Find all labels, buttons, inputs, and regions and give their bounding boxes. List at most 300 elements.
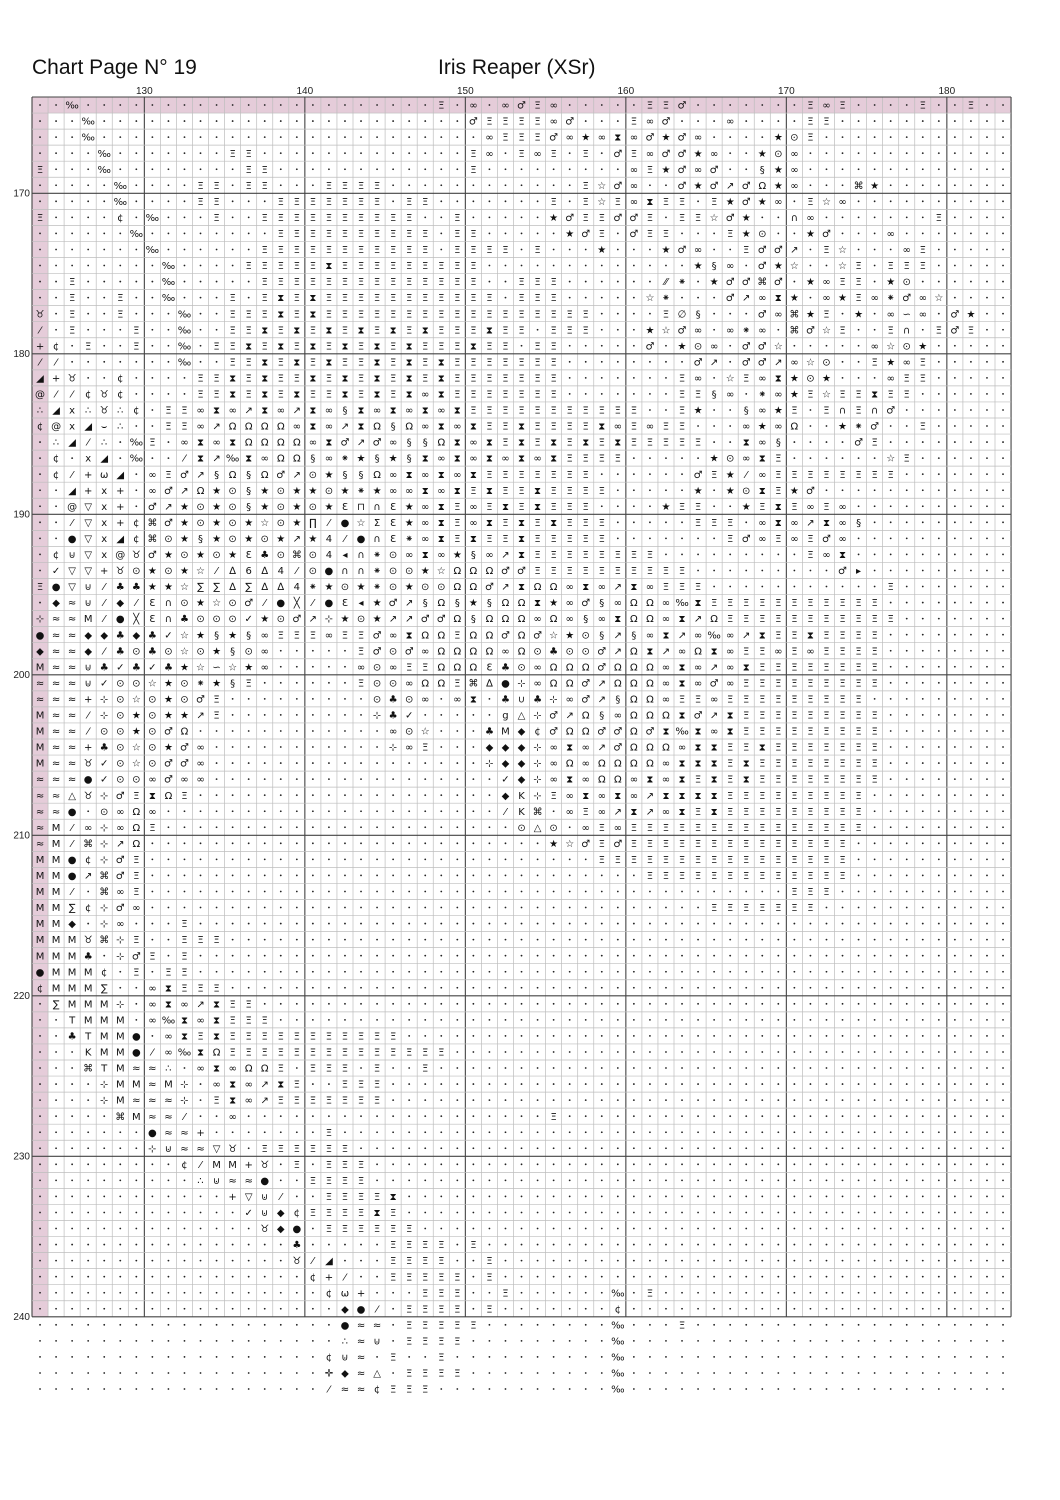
stitch-symbol: ★ bbox=[324, 501, 334, 513]
empty-cell-dot bbox=[954, 216, 956, 218]
empty-cell-dot bbox=[633, 537, 635, 539]
stitch-symbol: Ξ bbox=[967, 100, 975, 112]
stitch-symbol: ⊍ bbox=[84, 662, 92, 674]
stitch-symbol: ⧗ bbox=[421, 485, 429, 497]
stitch-symbol: Ω bbox=[244, 1063, 253, 1075]
empty-cell-dot bbox=[842, 1179, 844, 1181]
empty-cell-dot bbox=[986, 457, 988, 459]
stitch-symbol: Ξ bbox=[807, 196, 814, 208]
stitch-symbol: Ξ bbox=[389, 229, 397, 241]
empty-cell-dot bbox=[440, 698, 442, 700]
empty-cell-dot bbox=[376, 730, 378, 732]
empty-cell-dot bbox=[874, 249, 876, 251]
stitch-symbol: ⊍ bbox=[84, 678, 92, 690]
stitch-symbol: ⧗ bbox=[758, 630, 766, 642]
empty-cell-dot bbox=[970, 1292, 972, 1294]
empty-cell-dot bbox=[440, 200, 442, 202]
stitch-symbol: Ξ bbox=[646, 1288, 654, 1300]
empty-cell-dot bbox=[793, 1212, 795, 1214]
empty-cell-dot bbox=[906, 810, 908, 812]
empty-cell-dot bbox=[424, 1131, 426, 1133]
stitch-symbol: ⊹ bbox=[533, 742, 542, 754]
stitch-symbol: ⊙ bbox=[388, 550, 398, 562]
empty-cell-dot bbox=[954, 489, 956, 491]
empty-cell-dot bbox=[296, 971, 298, 973]
empty-cell-dot bbox=[168, 168, 170, 170]
stitch-symbol: Ξ bbox=[373, 180, 381, 192]
empty-cell-dot bbox=[489, 1244, 491, 1246]
stitch-symbol: Ξ bbox=[759, 694, 766, 706]
empty-cell-dot bbox=[119, 152, 121, 154]
stitch-symbol: ⊹ bbox=[100, 919, 109, 931]
stitch-symbol: ♂ bbox=[372, 646, 382, 658]
stitch-symbol: ∩ bbox=[790, 212, 799, 224]
stitch-symbol: ∞ bbox=[164, 1031, 173, 1043]
empty-cell-dot bbox=[922, 168, 924, 170]
empty-cell-dot bbox=[938, 1340, 940, 1342]
empty-cell-dot bbox=[601, 1179, 603, 1181]
stitch-symbol: Ξ bbox=[823, 726, 830, 738]
stitch-symbol: ∞ bbox=[421, 533, 430, 545]
stitch-symbol: ⧗ bbox=[566, 742, 574, 754]
stitch-symbol: ♉ bbox=[83, 758, 93, 770]
stitch-symbol: ⊙ bbox=[164, 646, 173, 658]
empty-cell-dot bbox=[103, 216, 105, 218]
stitch-symbol: ♂ bbox=[147, 550, 157, 562]
empty-cell-dot bbox=[585, 955, 587, 957]
stitch-symbol: M bbox=[67, 967, 77, 979]
empty-cell-dot bbox=[858, 345, 860, 347]
stitch-symbol: Ω bbox=[485, 646, 494, 658]
empty-cell-dot bbox=[810, 297, 812, 299]
empty-cell-dot bbox=[296, 1196, 298, 1198]
empty-cell-dot bbox=[842, 1356, 844, 1358]
empty-cell-dot bbox=[264, 923, 266, 925]
empty-cell-dot bbox=[713, 923, 715, 925]
empty-cell-dot bbox=[970, 778, 972, 780]
empty-cell-dot bbox=[601, 505, 603, 507]
empty-cell-dot bbox=[922, 794, 924, 796]
empty-cell-dot bbox=[713, 425, 715, 427]
stitch-symbol: Ξ bbox=[759, 854, 766, 866]
empty-cell-dot bbox=[890, 682, 892, 684]
empty-cell-dot bbox=[135, 987, 137, 989]
empty-cell-dot bbox=[858, 987, 860, 989]
empty-cell-dot bbox=[424, 875, 426, 877]
empty-cell-dot bbox=[826, 152, 828, 154]
empty-cell-dot bbox=[970, 168, 972, 170]
empty-cell-dot bbox=[360, 104, 362, 106]
empty-cell-dot bbox=[184, 1356, 186, 1358]
empty-cell-dot bbox=[151, 1372, 153, 1374]
empty-cell-dot bbox=[938, 602, 940, 604]
stitch-symbol: ≈ bbox=[148, 1079, 157, 1091]
empty-cell-dot bbox=[842, 1196, 844, 1198]
empty-cell-dot bbox=[521, 1276, 523, 1278]
empty-cell-dot bbox=[1002, 1131, 1004, 1133]
stitch-symbol: Ξ bbox=[406, 196, 413, 208]
empty-cell-dot bbox=[216, 858, 218, 860]
empty-cell-dot bbox=[264, 842, 266, 844]
empty-cell-dot bbox=[296, 987, 298, 989]
stitch-symbol: ⧗ bbox=[630, 806, 638, 818]
stitch-symbol: Ξ bbox=[582, 533, 589, 545]
stitch-symbol: ♣ bbox=[549, 646, 559, 658]
empty-cell-dot bbox=[938, 1324, 940, 1326]
empty-cell-dot bbox=[248, 104, 250, 106]
stitch-symbol: 4 bbox=[277, 566, 284, 578]
stitch-symbol: ♣ bbox=[67, 1031, 77, 1043]
empty-cell-dot bbox=[874, 1228, 876, 1230]
stitch-symbol: Ξ bbox=[823, 822, 830, 834]
empty-cell-dot bbox=[392, 1163, 394, 1165]
stitch-symbol: ∞ bbox=[758, 325, 767, 337]
stitch-symbol: Ξ bbox=[406, 293, 413, 305]
empty-cell-dot bbox=[424, 1212, 426, 1214]
stitch-symbol: ∞ bbox=[260, 453, 269, 465]
empty-cell-dot bbox=[713, 1115, 715, 1117]
empty-cell-dot bbox=[39, 602, 41, 604]
stitch-symbol: ≈ bbox=[228, 1175, 237, 1187]
empty-cell-dot bbox=[328, 746, 330, 748]
empty-cell-dot bbox=[39, 200, 41, 202]
empty-cell-dot bbox=[151, 104, 153, 106]
empty-cell-dot bbox=[537, 1083, 539, 1085]
empty-cell-dot bbox=[505, 939, 507, 941]
stitch-symbol: ∞ bbox=[774, 421, 783, 433]
empty-cell-dot bbox=[617, 168, 619, 170]
empty-cell-dot bbox=[906, 1099, 908, 1101]
stitch-symbol: Ξ bbox=[357, 389, 365, 401]
empty-cell-dot bbox=[264, 875, 266, 877]
empty-cell-dot bbox=[585, 345, 587, 347]
empty-cell-dot bbox=[505, 1324, 507, 1326]
stitch-symbol: Ω bbox=[437, 678, 446, 690]
empty-cell-dot bbox=[489, 1196, 491, 1198]
stitch-symbol: Ξ bbox=[277, 196, 284, 208]
empty-cell-dot bbox=[713, 505, 715, 507]
empty-cell-dot bbox=[232, 1228, 234, 1230]
stitch-symbol: Ξ bbox=[293, 212, 300, 224]
empty-cell-dot bbox=[810, 265, 812, 267]
stitch-symbol: ⊙ bbox=[340, 582, 350, 594]
stitch-symbol: ∞ bbox=[661, 614, 671, 626]
stitch-symbol: Ξ bbox=[566, 405, 573, 417]
stitch-symbol: @ bbox=[115, 550, 126, 562]
stitch-symbol: ¢ bbox=[117, 212, 124, 224]
empty-cell-dot bbox=[617, 1196, 619, 1198]
stitch-symbol: M bbox=[99, 1047, 109, 1059]
empty-cell-dot bbox=[681, 1131, 683, 1133]
empty-cell-dot bbox=[713, 1035, 715, 1037]
empty-cell-dot bbox=[505, 1260, 507, 1262]
empty-cell-dot bbox=[312, 955, 314, 957]
empty-cell-dot bbox=[890, 200, 892, 202]
empty-cell-dot bbox=[151, 1244, 153, 1246]
empty-cell-dot bbox=[489, 778, 491, 780]
empty-cell-dot bbox=[906, 682, 908, 684]
empty-cell-dot bbox=[954, 650, 956, 652]
empty-cell-dot bbox=[344, 762, 346, 764]
empty-cell-dot bbox=[392, 1147, 394, 1149]
empty-cell-dot bbox=[585, 1356, 587, 1358]
empty-cell-dot bbox=[200, 345, 202, 347]
stitch-symbol: ∴ bbox=[36, 405, 44, 417]
stitch-symbol: ⊙ bbox=[212, 550, 221, 562]
empty-cell-dot bbox=[665, 554, 667, 556]
empty-cell-dot bbox=[216, 104, 218, 106]
empty-cell-dot bbox=[954, 1131, 956, 1133]
empty-cell-dot bbox=[681, 1292, 683, 1294]
stitch-symbol: ⧗ bbox=[742, 662, 750, 674]
empty-cell-dot bbox=[569, 1179, 571, 1181]
empty-cell-dot bbox=[890, 570, 892, 572]
stitch-symbol: Ξ bbox=[438, 1047, 445, 1059]
empty-cell-dot bbox=[119, 136, 121, 138]
empty-cell-dot bbox=[874, 152, 876, 154]
empty-cell-dot bbox=[826, 955, 828, 957]
empty-cell-dot bbox=[665, 1196, 667, 1198]
empty-cell-dot bbox=[103, 184, 105, 186]
stitch-symbol: ◢ bbox=[116, 533, 125, 545]
stitch-symbol: ⧗ bbox=[421, 325, 429, 337]
empty-cell-dot bbox=[1002, 152, 1004, 154]
stitch-symbol: ⧗ bbox=[758, 485, 766, 497]
empty-cell-dot bbox=[697, 891, 699, 893]
empty-cell-dot bbox=[55, 1340, 57, 1342]
empty-cell-dot bbox=[1002, 505, 1004, 507]
empty-cell-dot bbox=[456, 730, 458, 732]
empty-cell-dot bbox=[665, 361, 667, 363]
stitch-symbol: ♣ bbox=[533, 694, 543, 706]
empty-cell-dot bbox=[103, 297, 105, 299]
empty-cell-dot bbox=[842, 1083, 844, 1085]
stitch-symbol: § bbox=[342, 469, 348, 481]
empty-cell-dot bbox=[986, 120, 988, 122]
empty-cell-dot bbox=[489, 1115, 491, 1117]
stitch-symbol: ★ bbox=[549, 598, 559, 610]
empty-cell-dot bbox=[569, 345, 571, 347]
stitch-symbol: ● bbox=[148, 1127, 157, 1139]
empty-cell-dot bbox=[842, 1067, 844, 1069]
stitch-symbol: Ξ bbox=[807, 742, 814, 754]
empty-cell-dot bbox=[569, 1292, 571, 1294]
empty-cell-dot bbox=[858, 971, 860, 973]
empty-cell-dot bbox=[39, 265, 41, 267]
stitch-symbol: ⧗ bbox=[806, 630, 814, 642]
empty-cell-dot bbox=[456, 184, 458, 186]
empty-cell-dot bbox=[39, 1372, 41, 1374]
empty-cell-dot bbox=[360, 971, 362, 973]
empty-cell-dot bbox=[665, 1212, 667, 1214]
empty-cell-dot bbox=[665, 1083, 667, 1085]
stitch-symbol: ⁄ bbox=[87, 437, 90, 449]
stitch-symbol: Ξ bbox=[823, 710, 830, 722]
empty-cell-dot bbox=[392, 907, 394, 909]
stitch-symbol: ⌘ bbox=[115, 1111, 126, 1123]
empty-cell-dot bbox=[793, 345, 795, 347]
stitch-symbol: Ξ bbox=[887, 469, 894, 481]
empty-cell-dot bbox=[665, 1003, 667, 1005]
empty-cell-dot bbox=[649, 249, 651, 251]
empty-cell-dot bbox=[906, 955, 908, 957]
stitch-symbol: + bbox=[83, 469, 93, 481]
stitch-symbol: ⧗ bbox=[437, 517, 445, 529]
stitch-symbol: ⧗ bbox=[710, 774, 718, 786]
empty-cell-dot bbox=[456, 826, 458, 828]
empty-cell-dot bbox=[87, 313, 89, 315]
stitch-symbol: Ξ bbox=[422, 357, 429, 369]
stitch-symbol: Ξ bbox=[293, 1047, 300, 1059]
empty-cell-dot bbox=[761, 987, 763, 989]
empty-cell-dot bbox=[1002, 473, 1004, 475]
stitch-symbol: x bbox=[69, 421, 76, 433]
stitch-symbol: Ξ bbox=[486, 1272, 493, 1284]
stitch-symbol: ⊙ bbox=[276, 501, 285, 513]
empty-cell-dot bbox=[200, 794, 202, 796]
empty-cell-dot bbox=[1002, 409, 1004, 411]
empty-cell-dot bbox=[168, 1372, 170, 1374]
stitch-symbol: Ξ bbox=[454, 1320, 461, 1332]
empty-cell-dot bbox=[713, 987, 715, 989]
empty-cell-dot bbox=[264, 1260, 266, 1262]
stitch-symbol: Ω bbox=[212, 1047, 221, 1059]
stitch-symbol: Ξ bbox=[277, 245, 284, 257]
stitch-symbol: Ξ bbox=[694, 838, 702, 850]
stitch-symbol: Ξ bbox=[775, 630, 782, 642]
empty-cell-dot bbox=[135, 473, 137, 475]
empty-cell-dot bbox=[87, 1260, 89, 1262]
empty-cell-dot bbox=[168, 184, 170, 186]
empty-cell-dot bbox=[328, 875, 330, 877]
stitch-symbol: Ξ bbox=[341, 357, 349, 369]
empty-cell-dot bbox=[938, 682, 940, 684]
stitch-symbol: ⧗ bbox=[325, 437, 333, 449]
stitch-symbol: Ξ bbox=[68, 325, 76, 337]
stitch-symbol: Ξ bbox=[630, 566, 638, 578]
empty-cell-dot bbox=[842, 1244, 844, 1246]
stitch-symbol: Ξ bbox=[309, 357, 317, 369]
empty-cell-dot bbox=[232, 810, 234, 812]
empty-cell-dot bbox=[392, 1340, 394, 1342]
stitch-symbol: Ξ bbox=[245, 325, 252, 337]
empty-cell-dot bbox=[39, 537, 41, 539]
empty-cell-dot bbox=[119, 1228, 121, 1230]
empty-cell-dot bbox=[938, 1115, 940, 1117]
empty-cell-dot bbox=[890, 1019, 892, 1021]
stitch-symbol: Ω bbox=[453, 646, 462, 658]
empty-cell-dot bbox=[392, 1083, 394, 1085]
empty-cell-dot bbox=[521, 1019, 523, 1021]
empty-cell-dot bbox=[697, 537, 699, 539]
empty-cell-dot bbox=[312, 858, 314, 860]
stitch-symbol: ⧗ bbox=[405, 469, 413, 481]
stitch-symbol: Ξ bbox=[261, 1031, 268, 1043]
empty-cell-dot bbox=[505, 971, 507, 973]
empty-cell-dot bbox=[585, 971, 587, 973]
stitch-symbol: Ξ bbox=[406, 1256, 413, 1268]
empty-cell-dot bbox=[232, 794, 234, 796]
stitch-symbol: ⧗ bbox=[469, 421, 477, 433]
stitch-symbol: ♂ bbox=[757, 309, 767, 321]
stitch-symbol: Ω bbox=[758, 180, 767, 192]
empty-cell-dot bbox=[986, 1356, 988, 1358]
stitch-symbol: Ξ bbox=[277, 1095, 284, 1107]
empty-cell-dot bbox=[729, 1276, 731, 1278]
empty-cell-dot bbox=[874, 1196, 876, 1198]
empty-cell-dot bbox=[168, 216, 170, 218]
stitch-symbol: Ξ bbox=[839, 598, 846, 610]
stitch-symbol: ⧗ bbox=[694, 758, 702, 770]
stitch-symbol: Ω bbox=[630, 726, 638, 738]
empty-cell-dot bbox=[489, 698, 491, 700]
stitch-symbol: Ξ bbox=[502, 325, 509, 337]
empty-cell-dot bbox=[505, 1244, 507, 1246]
empty-cell-dot bbox=[103, 1260, 105, 1262]
empty-cell-dot bbox=[392, 1099, 394, 1101]
empty-cell-dot bbox=[938, 1212, 940, 1214]
empty-cell-dot bbox=[344, 650, 346, 652]
empty-cell-dot bbox=[922, 602, 924, 604]
stitch-symbol: Ξ bbox=[646, 437, 654, 449]
stitch-symbol: Ξ bbox=[839, 389, 846, 401]
empty-cell-dot bbox=[810, 457, 812, 459]
empty-cell-dot bbox=[328, 907, 330, 909]
empty-cell-dot bbox=[954, 1308, 956, 1310]
empty-cell-dot bbox=[649, 1356, 651, 1358]
empty-cell-dot bbox=[264, 730, 266, 732]
stitch-symbol: ⧗ bbox=[582, 437, 590, 449]
stitch-symbol: Ξ bbox=[245, 1031, 252, 1043]
stitch-symbol: ● bbox=[356, 1304, 366, 1316]
empty-cell-dot bbox=[569, 907, 571, 909]
stitch-symbol: Ξ bbox=[341, 245, 349, 257]
empty-cell-dot bbox=[39, 1067, 41, 1069]
stitch-symbol: ≈ bbox=[51, 790, 61, 802]
stitch-symbol: ★ bbox=[212, 646, 222, 658]
empty-cell-dot bbox=[440, 184, 442, 186]
empty-cell-dot bbox=[922, 1179, 924, 1181]
empty-cell-dot bbox=[938, 1276, 940, 1278]
stitch-symbol: Ξ bbox=[791, 678, 798, 690]
empty-cell-dot bbox=[376, 1115, 378, 1117]
empty-cell-dot bbox=[537, 1003, 539, 1005]
stitch-symbol: △ bbox=[533, 822, 542, 834]
empty-cell-dot bbox=[312, 794, 314, 796]
stitch-symbol: ⊙ bbox=[421, 582, 430, 594]
stitch-symbol: Ξ bbox=[373, 212, 381, 224]
empty-cell-dot bbox=[456, 1196, 458, 1198]
empty-cell-dot bbox=[729, 891, 731, 893]
empty-cell-dot bbox=[906, 1324, 908, 1326]
empty-cell-dot bbox=[392, 168, 394, 170]
empty-cell-dot bbox=[810, 345, 812, 347]
empty-cell-dot bbox=[248, 810, 250, 812]
stitch-symbol: ⧗ bbox=[213, 405, 221, 417]
stitch-symbol: Ξ bbox=[406, 1272, 413, 1284]
empty-cell-dot bbox=[793, 104, 795, 106]
empty-cell-dot bbox=[922, 1051, 924, 1053]
stitch-symbol: ∞ bbox=[533, 662, 542, 674]
empty-cell-dot bbox=[328, 842, 330, 844]
stitch-symbol: ⧗ bbox=[437, 501, 445, 513]
empty-cell-dot bbox=[777, 1356, 779, 1358]
stitch-symbol: ⊹ bbox=[180, 1095, 189, 1107]
empty-cell-dot bbox=[970, 1196, 972, 1198]
empty-cell-dot bbox=[617, 233, 619, 235]
empty-cell-dot bbox=[970, 1244, 972, 1246]
empty-cell-dot bbox=[328, 762, 330, 764]
